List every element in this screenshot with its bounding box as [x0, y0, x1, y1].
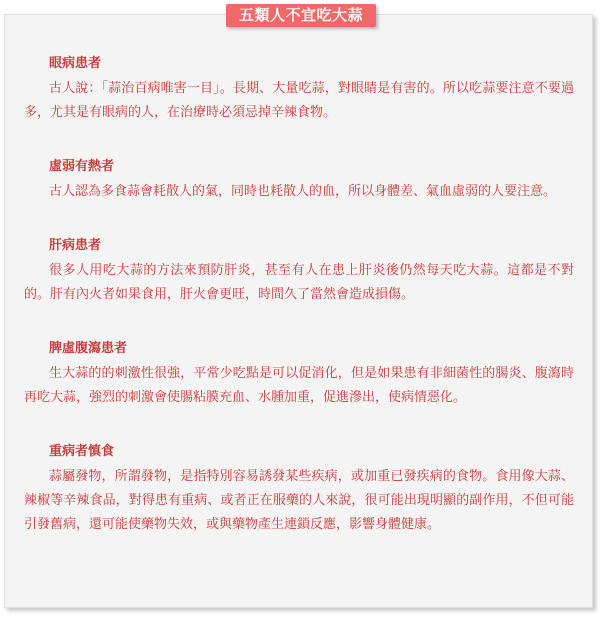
section-body: 古人說：「蒜治百病唯害一目」。長期、大量吃蒜，對眼睛是有害的。所以吃蒜要注意不要過多，尤其是有眼病的人，在治療時必須忌掉辛辣食物。	[24, 81, 574, 120]
section-body: 很多人用吃大蒜的方法來預防肝炎，甚至有人在患上肝炎後仍然每天吃大蒜。這都是不對的。肝有內火者如果食用，肝火會更旺，時間久了當然會造成損傷。	[24, 263, 574, 302]
section-heading: 虛弱有熱者	[49, 159, 115, 174]
section-serious-illness	[24, 440, 574, 537]
section-spleen-diarrhea	[24, 337, 574, 410]
section-body: 生大蒜的的刺激性很強，平常少吃點是可以促消化，但是如果患有非細菌性的腸炎、腹瀉時再吃大蒜，強烈的刺激會使腸粘膜充血、水腫加重，促進滲出，使病情惡化。	[24, 366, 574, 405]
section-heading: 脾虛腹瀉患者	[49, 341, 128, 356]
section-heading: 肝病患者	[49, 238, 102, 253]
section-body: 蒜屬發物，所謂發物，是指特別容易誘發某些疾病，或加重已發疾病的食物。食用像大蒜、辣椒等辛辣食品，對得患有重病、或者正在服藥的人來說，很可能出現明顯的副作用，不但可能引發舊病，還可能使藥物失效，或與藥物產生連鎖反應，影響身體健康。	[24, 469, 574, 532]
section-body: 古人認為多食蒜會耗散人的氣，同時也耗散人的血，所以身體差、氣血虛弱的人要注意。	[49, 184, 557, 199]
section-heading: 重病者慎食	[49, 444, 115, 459]
section-eye-disease	[24, 52, 574, 125]
section-weak-heat	[24, 155, 574, 204]
section-heading: 眼病患者	[49, 56, 102, 71]
section-liver-disease	[24, 234, 574, 307]
title-badge: 五類人不宜吃大蒜	[226, 4, 376, 27]
article-content	[24, 52, 574, 567]
